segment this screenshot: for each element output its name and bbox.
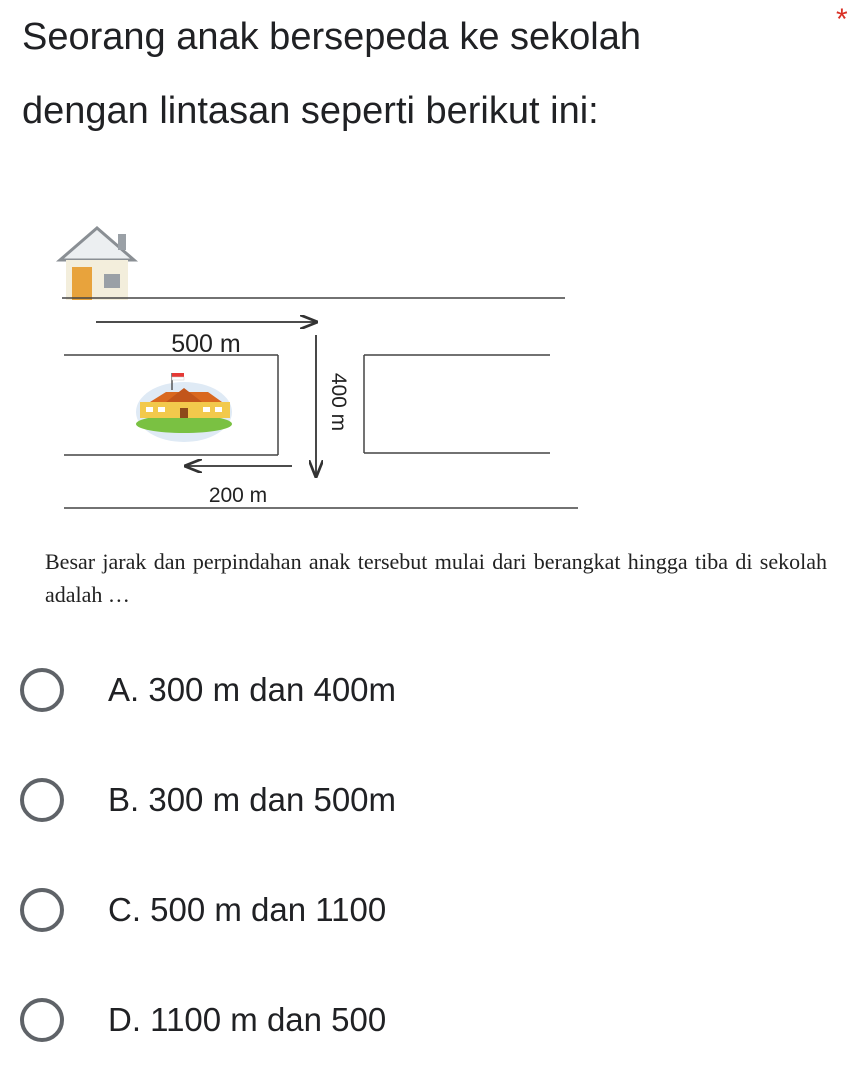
house-icon: [60, 228, 134, 300]
school-icon: [136, 373, 232, 442]
option-b-label: B. 300 m dan 500m: [108, 781, 397, 818]
option-c[interactable]: [20, 860, 720, 960]
radio-circle-icon[interactable]: [20, 998, 64, 1042]
question-title: [22, 0, 802, 148]
required-marker: *: [836, 3, 848, 36]
question-title-line-2: dengan lintasan seperti berikut ini:: [22, 90, 599, 132]
option-a-label: A. 300 m dan 400m: [108, 671, 397, 708]
radio-circle-icon[interactable]: [20, 668, 64, 712]
label-500m: 500 m: [171, 330, 241, 358]
route-diagram: [0, 210, 852, 520]
radio-circle-icon[interactable]: [20, 888, 64, 932]
option-b[interactable]: [20, 750, 720, 850]
question-title-line-1: Seorang anak bersepeda ke sekolah: [22, 16, 642, 58]
option-d[interactable]: [20, 970, 720, 1070]
route-diagram-svg: [0, 210, 852, 520]
option-a[interactable]: [20, 640, 720, 740]
question-caption: Besar jarak dan perpindahan anak tersebut mulai dari berangkat hingga tiba di sekolah adalah …: [45, 549, 827, 607]
radio-circle-icon[interactable]: [20, 778, 64, 822]
option-c-label: C. 500 m dan 1100: [108, 891, 387, 928]
option-d-label: D. 1100 m dan 500: [108, 1001, 387, 1038]
label-200m: 200 m: [208, 484, 268, 507]
house-door: [72, 267, 92, 300]
label-400m: 400 m: [327, 372, 350, 432]
